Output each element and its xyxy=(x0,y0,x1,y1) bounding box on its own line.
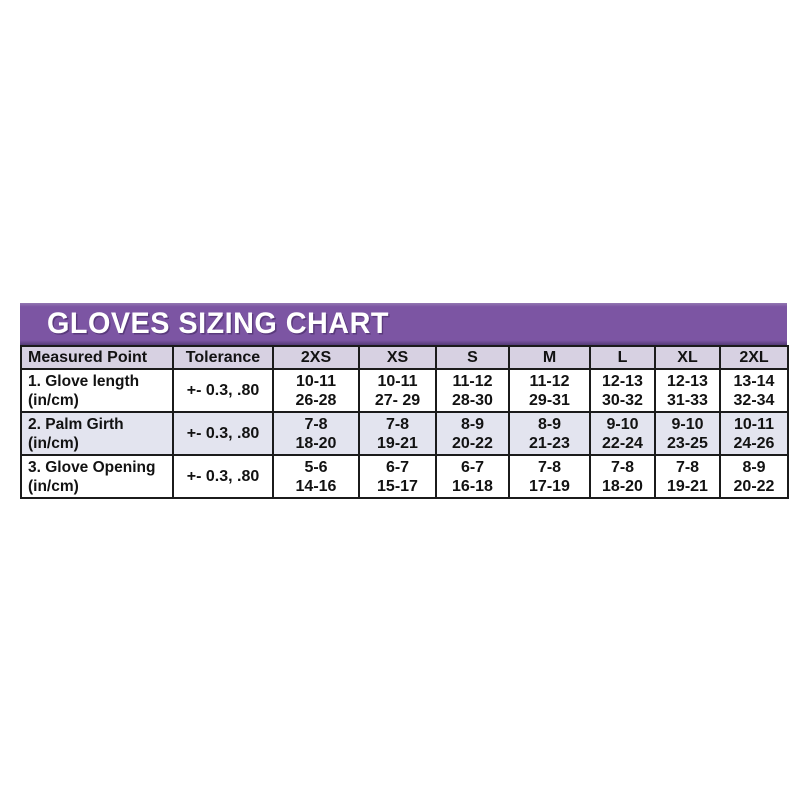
chart-title-bar xyxy=(20,303,787,345)
col-header-measured-point: Measured Point xyxy=(21,346,173,369)
value-in: 6-7 xyxy=(460,458,485,476)
cell-glove-opening-s xyxy=(436,455,509,498)
cell-glove-opening-xs xyxy=(359,455,436,498)
measured-point-name: 1. Glove length xyxy=(28,372,140,390)
value-cm: 19-21 xyxy=(377,434,418,452)
value-in: 7-8 xyxy=(675,458,700,476)
value-cm: 20-22 xyxy=(452,434,493,452)
row-label-glove-opening xyxy=(21,455,173,498)
table-row-glove-length xyxy=(21,369,788,412)
cell-palm-girth-s xyxy=(436,412,509,455)
col-header-m: M xyxy=(509,346,590,369)
cell-glove-length-s xyxy=(436,369,509,412)
measured-point-unit: (in/cm) xyxy=(28,391,79,409)
value-in: 11-12 xyxy=(452,372,493,390)
cell-palm-girth-xs xyxy=(359,412,436,455)
value-cm: 32-34 xyxy=(733,391,775,409)
col-header-xl: XL xyxy=(655,346,720,369)
value-in: 9-10 xyxy=(671,415,704,433)
table-row-palm-girth xyxy=(21,412,788,455)
value-cm: 29-31 xyxy=(529,391,570,409)
cell-palm-girth-2xs xyxy=(273,412,359,455)
value-in: 10-11 xyxy=(733,415,775,433)
tolerance-value: +- 0.3, .80 xyxy=(173,412,273,455)
col-header-2xs: 2XS xyxy=(273,346,359,369)
table-row-glove-opening xyxy=(21,455,788,498)
cell-glove-opening-m xyxy=(509,455,590,498)
measured-point-unit: (in/cm) xyxy=(28,434,79,452)
cell-palm-girth-2xl xyxy=(720,412,788,455)
col-header-l: L xyxy=(590,346,655,369)
sizing-table xyxy=(20,345,789,499)
value-in: 8-9 xyxy=(460,415,485,433)
measured-point-unit: (in/cm) xyxy=(28,477,79,495)
row-label-palm-girth xyxy=(21,412,173,455)
tolerance-value: +- 0.3, .80 xyxy=(173,369,273,412)
cell-glove-length-2xs xyxy=(273,369,359,412)
cell-glove-opening-l xyxy=(590,455,655,498)
cell-glove-opening-2xl xyxy=(720,455,788,498)
cell-glove-length-l xyxy=(590,369,655,412)
value-cm: 30-32 xyxy=(602,391,643,409)
value-cm: 24-26 xyxy=(733,434,775,452)
col-header-tolerance: Tolerance xyxy=(173,346,273,369)
value-in: 7-8 xyxy=(610,458,635,476)
cell-glove-length-xl xyxy=(655,369,720,412)
value-in: 11-12 xyxy=(529,372,570,390)
value-in: 10-11 xyxy=(377,372,418,390)
col-header-s: S xyxy=(436,346,509,369)
value-in: 10-11 xyxy=(295,372,337,390)
value-cm: 20-22 xyxy=(733,477,775,495)
cell-glove-opening-xl xyxy=(655,455,720,498)
cell-glove-length-2xl xyxy=(720,369,788,412)
gloves-sizing-chart xyxy=(20,303,787,499)
cell-glove-length-xs xyxy=(359,369,436,412)
value-cm: 22-24 xyxy=(602,434,643,452)
cell-palm-girth-l xyxy=(590,412,655,455)
value-in: 8-9 xyxy=(537,415,562,433)
value-cm: 17-19 xyxy=(529,477,570,495)
chart-title: GLOVES SIZING CHART xyxy=(47,307,389,340)
value-cm: 31-33 xyxy=(667,391,708,409)
cell-palm-girth-xl xyxy=(655,412,720,455)
value-cm: 27- 29 xyxy=(374,391,421,409)
tolerance-value: +- 0.3, .80 xyxy=(173,455,273,498)
value-in: 8-9 xyxy=(742,458,766,476)
value-cm: 19-21 xyxy=(667,477,708,495)
col-header-xs: XS xyxy=(359,346,436,369)
value-in: 7-8 xyxy=(537,458,562,476)
value-in: 5-6 xyxy=(304,458,328,476)
value-cm: 26-28 xyxy=(295,391,337,409)
value-cm: 18-20 xyxy=(602,477,643,495)
col-header-2xl: 2XL xyxy=(720,346,788,369)
value-cm: 23-25 xyxy=(667,434,708,452)
row-label-glove-length xyxy=(21,369,173,412)
measured-point-name: 2. Palm Girth xyxy=(28,415,124,433)
header-row xyxy=(21,346,788,369)
cell-palm-girth-m xyxy=(509,412,590,455)
value-cm: 15-17 xyxy=(377,477,418,495)
value-in: 13-14 xyxy=(733,372,775,390)
value-cm: 18-20 xyxy=(295,434,337,452)
value-in: 9-10 xyxy=(606,415,639,433)
value-in: 12-13 xyxy=(667,372,708,390)
value-in: 7-8 xyxy=(304,415,328,433)
cell-glove-opening-2xs xyxy=(273,455,359,498)
value-in: 7-8 xyxy=(385,415,410,433)
value-cm: 21-23 xyxy=(529,434,570,452)
value-cm: 14-16 xyxy=(295,477,337,495)
cell-glove-length-m xyxy=(509,369,590,412)
value-cm: 28-30 xyxy=(452,391,493,409)
value-in: 6-7 xyxy=(385,458,410,476)
measured-point-name: 3. Glove Opening xyxy=(28,458,156,476)
value-cm: 16-18 xyxy=(452,477,493,495)
value-in: 12-13 xyxy=(602,372,643,390)
